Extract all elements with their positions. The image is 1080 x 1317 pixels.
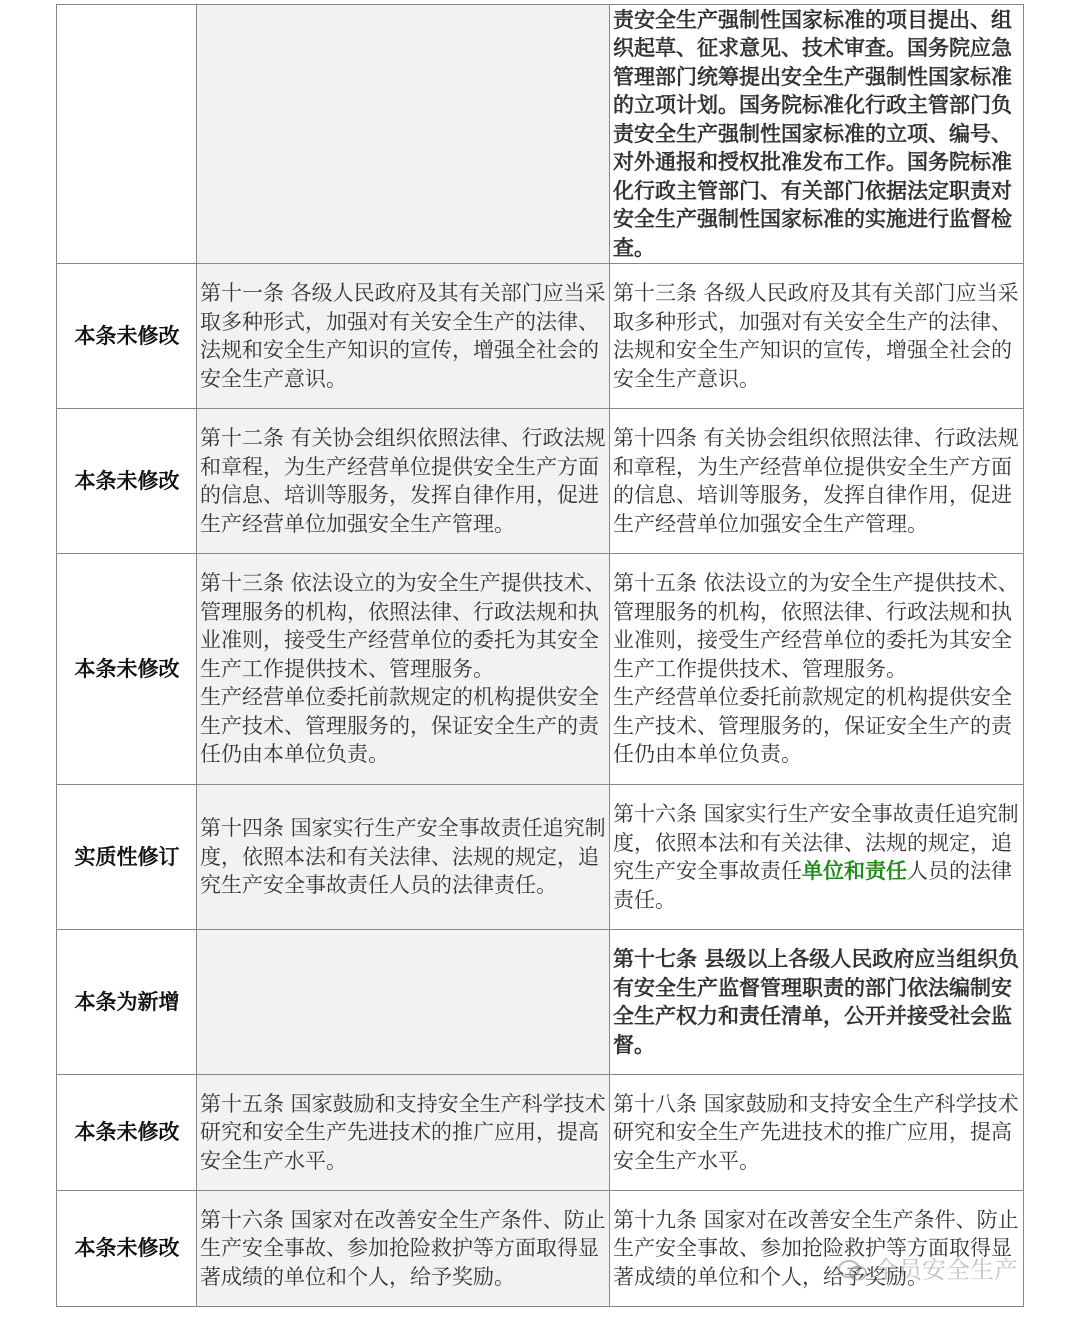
table-row bbox=[57, 409, 1024, 554]
new-article-text: 人员的法律责任。 bbox=[613, 859, 1012, 912]
table-row bbox=[57, 1075, 1024, 1191]
table-row bbox=[57, 1191, 1024, 1307]
new-article-cell: 第十三条 各级人民政府及其有关部门应当采取多种形式，加强对有关安全生产的法律、法规和安全生产知识的宣传，增强全社会的安全生产意识。 bbox=[610, 264, 1024, 409]
table-row bbox=[57, 554, 1024, 785]
wechat-icon bbox=[838, 1260, 868, 1282]
new-article-cell: 责安全生产强制性国家标准的项目提出、组织起草、征求意见、技术审查。国务院应急管理部门统筹提出安全生产强制性国家标准的立项计划。国务院标准化行政主管部门负责安全生产强制性国家标准的立项、编号、对外通报和授权批准发布工作。国务院标准化行政主管部门、有关部门依据法定职责对安全生产强制性国家标准的实施进行监督检查。 bbox=[610, 5, 1024, 264]
new-article-cell: 第十七条 县级以上各级人民政府应当组织负有安全生产监督管理职责的部门依法编制安全生产权力和责任清单，公开并接受社会监督。 bbox=[610, 930, 1024, 1075]
status-cell: 本条未修改 bbox=[57, 554, 197, 785]
new-article-paragraph: 第十五条 依法设立的为安全生产提供技术、管理服务的机构，依照法律、行政法规和执业准则，接受生产经营单位的委托为其安全生产工作提供技术、管理服务。 bbox=[613, 571, 1019, 681]
table-row bbox=[57, 264, 1024, 409]
added-text-highlight: 单位和责任 bbox=[802, 859, 907, 883]
old-article-cell: 第十一条 各级人民政府及其有关部门应当采取多种形式，加强对有关安全生产的法律、法规和安全生产知识的宣传，增强全社会的安全生产意识。 bbox=[197, 264, 610, 409]
status-cell bbox=[57, 5, 197, 264]
old-article-cell bbox=[197, 5, 610, 264]
new-article-cell bbox=[610, 785, 1024, 930]
old-article-paragraph: 生产经营单位委托前款规定的机构提供安全生产技术、管理服务的，保证安全生产的责任仍由本单位负责。 bbox=[200, 685, 599, 767]
old-article-cell: 第十六条 国家对在改善安全生产条件、防止生产安全事故、参加抢险救护等方面取得显著成绩的单位和个人，给予奖励。 bbox=[197, 1191, 610, 1307]
law-comparison-table bbox=[56, 4, 1024, 1307]
watermark bbox=[838, 1250, 1018, 1285]
table-row bbox=[57, 785, 1024, 930]
new-article-cell bbox=[610, 554, 1024, 785]
status-cell: 本条为新增 bbox=[57, 930, 197, 1075]
new-article-cell: 第十八条 国家鼓励和支持安全生产科学技术研究和安全生产先进技术的推广应用，提高安全生产水平。 bbox=[610, 1075, 1024, 1191]
status-cell: 本条未修改 bbox=[57, 1191, 197, 1307]
new-article-text: 第十六条 国家实行生产安全事故责任追究制度，依照本法和有关法律、法规的规定，追究生产安全事故责任 bbox=[613, 802, 1019, 883]
new-article-cell: 第十九条 国家对在改善安全生产条件、防止生产安全事故、参加抢险救护等方面取得显著成绩的单位和个人，给予奖励。 bbox=[610, 1191, 1024, 1307]
watermark-text: 全员安全生产 bbox=[874, 1256, 1018, 1284]
table-row bbox=[57, 930, 1024, 1075]
table-row bbox=[57, 5, 1024, 264]
status-cell: 实质性修订 bbox=[57, 785, 197, 930]
old-article-cell: 第十二条 有关协会组织依照法律、行政法规和章程，为生产经营单位提供安全生产方面的信息、培训等服务，发挥自律作用，促进生产经营单位加强安全生产管理。 bbox=[197, 409, 610, 554]
old-article-paragraph: 第十三条 依法设立的为安全生产提供技术、管理服务的机构，依照法律、行政法规和执业准则，接受生产经营单位的委托为其安全生产工作提供技术、管理服务。 bbox=[200, 571, 606, 681]
old-article-cell: 第十四条 国家实行生产安全事故责任追究制度，依照本法和有关法律、法规的规定，追究生产安全事故责任人员的法律责任。 bbox=[197, 785, 610, 930]
new-article-paragraph: 生产经营单位委托前款规定的机构提供安全生产技术、管理服务的，保证安全生产的责任仍由本单位负责。 bbox=[613, 685, 1012, 767]
old-article-cell bbox=[197, 554, 610, 785]
status-cell: 本条未修改 bbox=[57, 409, 197, 554]
status-cell: 本条未修改 bbox=[57, 264, 197, 409]
old-article-cell: 第十五条 国家鼓励和支持安全生产科学技术研究和安全生产先进技术的推广应用，提高安全生产水平。 bbox=[197, 1075, 610, 1191]
old-article-cell bbox=[197, 930, 610, 1075]
new-article-cell: 第十四条 有关协会组织依照法律、行政法规和章程，为生产经营单位提供安全生产方面的信息、培训等服务，发挥自律作用，促进生产经营单位加强安全生产管理。 bbox=[610, 409, 1024, 554]
status-cell: 本条未修改 bbox=[57, 1075, 197, 1191]
